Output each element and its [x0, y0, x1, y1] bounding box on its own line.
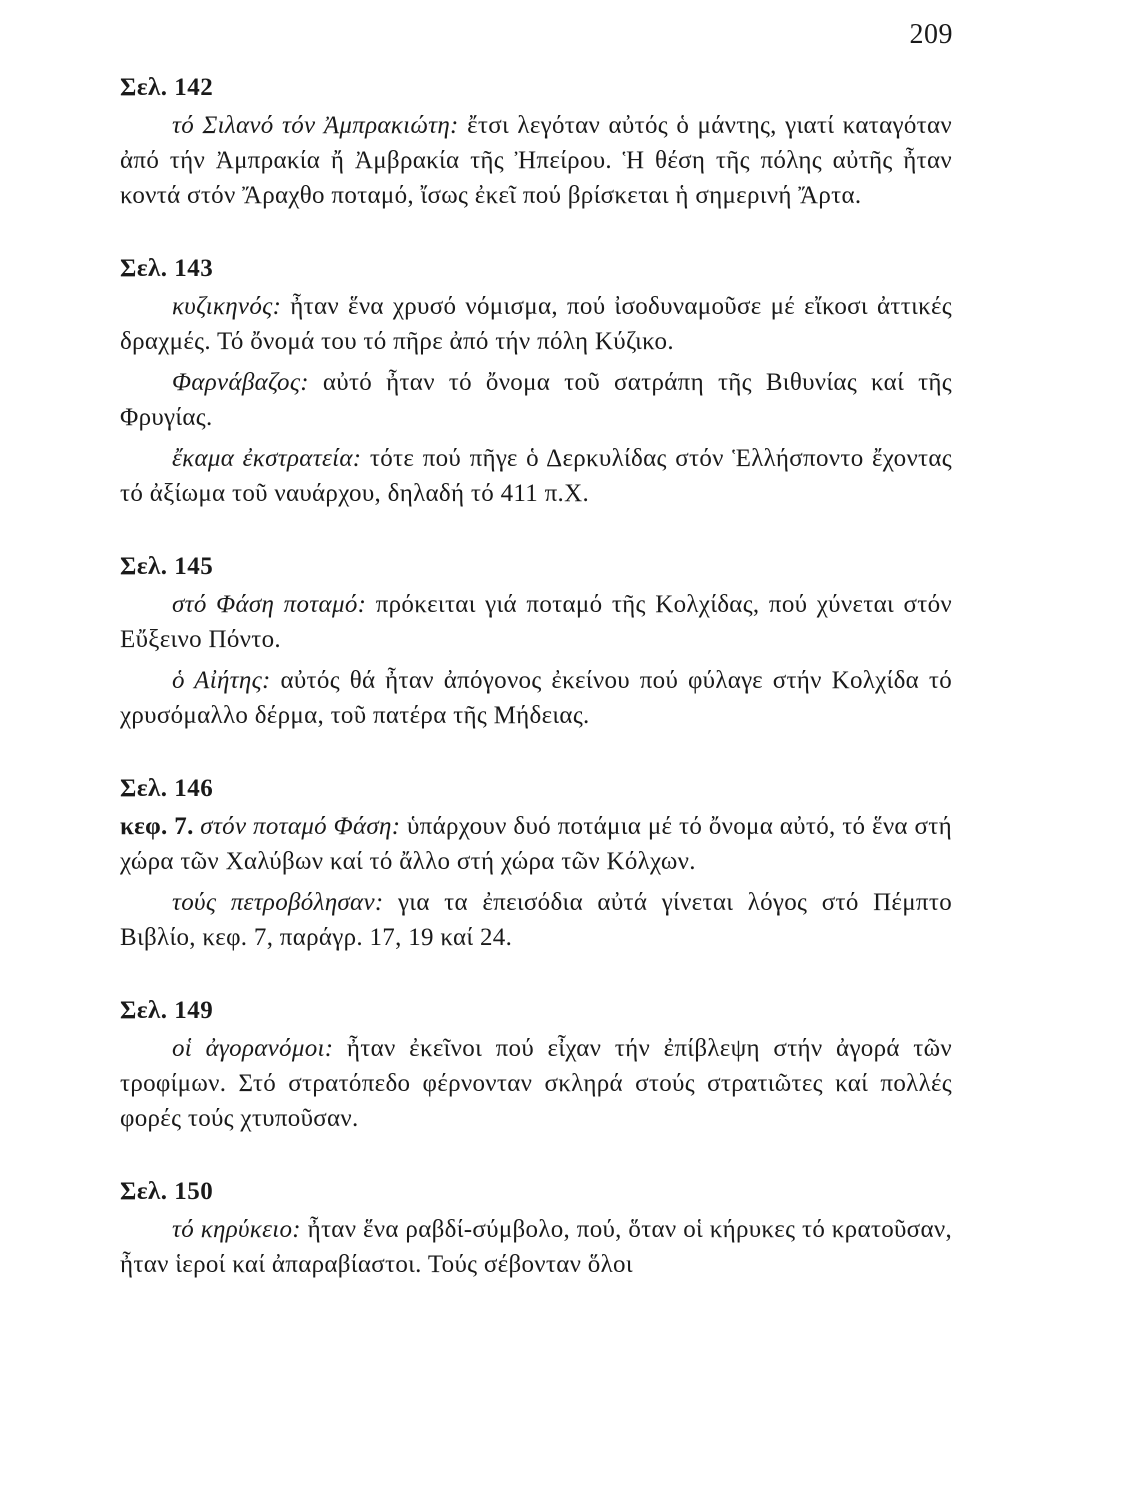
note-entry — [120, 885, 952, 955]
note-term: ἔκαμα ἐκστρατεία: — [172, 445, 362, 472]
note-entry — [120, 809, 952, 879]
note-text: ἦταν ἕνα χρυσό νόμισμα, πού ἰσοδυναμοῦσε μέ εἴκοσι ἀττικές δραχμές. Τό ὄνομά του τό πῆρε ἀπό τήν πόλη Κύζικο. — [120, 293, 952, 355]
note-term: στό Φάση ποταμό: — [172, 591, 367, 618]
section-heading: Σελ. 146 — [120, 775, 214, 802]
section-heading: Σελ. 145 — [120, 553, 214, 580]
note-text: αὐτός θά ἦταν ἀπόγονος ἐκείνου πού φύλαγε στήν Κολχίδα τό χρυσόμαλλο δέρμα, τοῦ πατέρα τῆς Μήδειας. — [120, 667, 953, 729]
note-text: ἦταν ἕνα ραβδί-σύμβολο, πού, ὅταν οἱ κήρυκες τό κρατοῦσαν, ἦταν ἱεροί καί ἀπαραβίαστοι. Τούς σέβονταν ὅλοι — [120, 1216, 953, 1278]
note-term: τό κηρύκειο: — [172, 1216, 301, 1243]
note-text: πρόκειται γιά ποταμό τῆς Κολχίδας, πού χύνεται στόν Εὔξεινο Πόντο. — [120, 591, 953, 653]
section-heading: Σελ. 150 — [120, 1178, 214, 1205]
note-term: οἱ ἀγορανόμοι: — [172, 1035, 334, 1062]
note-entry — [120, 1212, 952, 1282]
note-entry — [120, 289, 952, 359]
section-heading: Σελ. 142 — [120, 74, 214, 101]
note-entry — [120, 108, 952, 213]
section-145 — [120, 549, 952, 733]
note-text: αὐτό ἦταν τό ὄνομα τοῦ σατράπη τῆς Βιθυνίας καί τῆς Φρυγίας. — [120, 369, 952, 431]
section-142 — [120, 70, 952, 213]
section-heading: Σελ. 143 — [120, 255, 214, 282]
note-text: ἦταν ἐκεῖνοι πού εἶχαν τήν ἐπίβλεψη στήν ἀγορά τῶν τροφίμων. Στό στρατόπεδο φέρνονταν σκληρά στούς στρατιῶτες καί πολλές φορές τούς χτυποῦσαν. — [120, 1035, 952, 1132]
section-146 — [120, 771, 952, 955]
note-entry — [120, 1031, 952, 1136]
note-term: κυζικηνός: — [172, 293, 282, 320]
note-term: τό Σιλανό τόν Ἀμπρακιώτη: — [172, 112, 459, 139]
note-entry — [120, 441, 952, 511]
section-heading: Σελ. 149 — [120, 997, 214, 1024]
note-term: στόν ποταμό Φάση: — [193, 813, 401, 840]
page-content — [120, 70, 952, 1320]
note-term: τούς πετροβόλησαν: — [172, 889, 384, 916]
note-text: τότε πού πῆγε ὁ Δερκυλίδας στόν Ἑλλήσποντο ἔχοντας τό ἀξίωμα τοῦ ναυάρχου, δηλαδή τό 411 π.Χ. — [120, 445, 953, 507]
note-text: ὑπάρχουν δυό ποτάμια μέ τό ὄνομα αὐτό, τό ἕνα στή χώρα τῶν Χαλύβων καί τό ἄλλο στή χώρα τῶν Κόλχων. — [120, 813, 952, 875]
chapter-label: κεφ. 7. — [120, 813, 194, 840]
note-entry — [120, 663, 952, 733]
note-term: ὁ Αἰήτης: — [172, 667, 271, 694]
page-number: 209 — [909, 19, 953, 50]
section-143 — [120, 251, 952, 511]
section-149 — [120, 993, 952, 1136]
note-text: ἔτσι λεγόταν αὐτός ὁ μάντης, γιατί καταγόταν ἀπό τήν Ἀμπρακία ἤ Ἀμβρακία τῆς Ἠπείρου. Ἡ θέση τῆς πόλης αὐτῆς ἦταν κοντά στόν Ἄραχθο ποταμό, ἴσως ἐκεῖ πού βρίσκεται ἡ σημερινή Ἄρτα. — [120, 112, 952, 209]
note-entry — [120, 365, 952, 435]
section-150 — [120, 1174, 952, 1282]
note-term: Φαρνάβαζος: — [172, 369, 309, 396]
note-entry — [120, 587, 952, 657]
note-text: για τα ἐπεισόδια αὐτά γίνεται λόγος στό Πέμπτο Βιβλίο, κεφ. 7, παράγρ. 17, 19 καί 24. — [120, 889, 953, 951]
